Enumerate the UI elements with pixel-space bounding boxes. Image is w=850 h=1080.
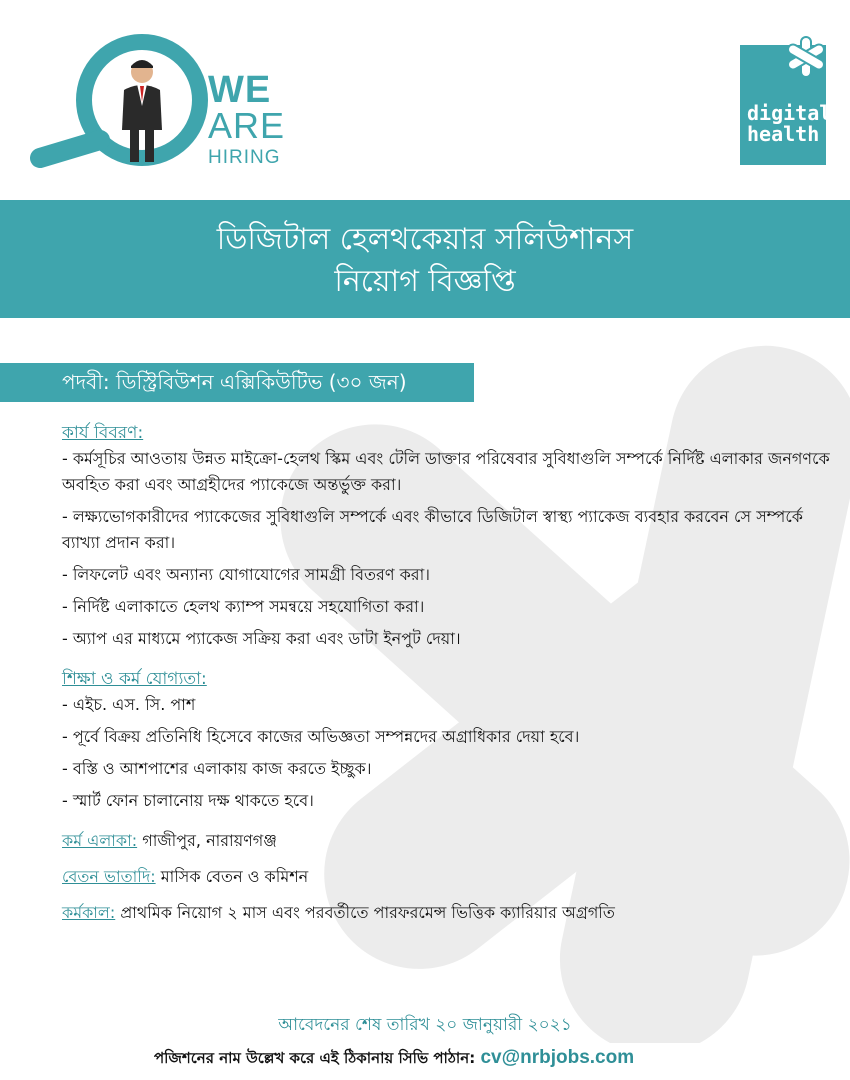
list-item: - অ্যাপ এর মাধ্যমে প্যাকেজ সক্রিয় করা এবং ডাটা ইনপুট দেয়া। — [62, 629, 461, 648]
apply-email-link[interactable]: cv@nrbjobs.com — [480, 1047, 635, 1068]
asterisk-icon — [784, 35, 828, 79]
salary-label: বেতন ভাতাদি: — [62, 867, 156, 886]
digital-health-logo — [740, 45, 832, 165]
work-area-row — [62, 828, 832, 854]
list-item: - নির্দিষ্ট এলাকাতে হেলথ ক্যাম্প সমন্বয়ে সহযোগিতা করা। — [62, 597, 425, 616]
list-item: - লক্ষ্যভোগকারীদের প্যাকেজের সুবিধাগুলি সম্পর্কে এবং কীভাবে ডিজিটাল স্বাস্থ্য প্যাকেজ ব্যবহার করবেন সে সম্পর্কে ব্যাখ্যা প্রদান করা। — [62, 507, 803, 552]
brand-name — [747, 103, 831, 145]
list-item: - পূর্বে বিক্রয় প্রতিনিধি হিসেবে কাজের অভিজ্ঞতা সম্পন্নদের অগ্রাধিকার দেয়া হবে। — [62, 727, 580, 746]
tenure-label: কর্মকাল: — [62, 903, 116, 922]
job-content — [62, 420, 832, 926]
qualifications-section — [62, 666, 832, 814]
job-description-title: কার্য বিবরণ: — [62, 423, 144, 443]
list-item: - কর্মসূচির আওতায় উন্নত মাইক্রো-হেলথ স্কিম এবং টেলি ডাক্তার পরিষেবার সুবিধাগুলি সম্পর্কে নির্দিষ্ট এলাকার জনগণকে অবহিত করা এবং আগ্রহীদের প্যাকেজে অন্তর্ভুক্ত করা। — [62, 449, 830, 494]
list-item: - লিফলেট এবং অন্যান্য যোগাযোগের সামগ্রী বিতরণ করা। — [62, 565, 430, 584]
work-area-value: গাজীপুর, নারায়ণগঞ্জ — [137, 831, 277, 850]
position-bar — [0, 363, 474, 402]
position-label: পদবী: ডিস্ট্রিবিউশন এক্সিকিউটিভ (৩০ জন) — [62, 370, 407, 394]
application-deadline: আবেদনের শেষ তারিখ ২০ জানুয়ারী ২০২১ — [278, 1015, 572, 1035]
tenure-value: প্রাথমিক নিয়োগ ২ মাস এবং পরবর্তীতে পারফরমেন্স ভিত্তিক ক্যারিয়ার অগ্রগতি — [115, 903, 615, 922]
list-item: - স্মার্ট ফোন চালানোয় দক্ষ থাকতে হবে। — [62, 791, 314, 810]
apply-text: পজিশনের নাম উল্লেখ করে এই ঠিকানায় সিভি পাঠান: — [154, 1049, 481, 1067]
salary-value: মাসিক বেতন ও কমিশন — [155, 867, 309, 886]
tenure-row — [62, 900, 832, 926]
title-banner — [0, 200, 850, 318]
brand-line-2: health — [747, 122, 820, 146]
qualifications-title: শিক্ষা ও কর্ম যোগ্যতা: — [62, 669, 207, 689]
list-item: - এইচ. এস. সি. পাশ — [62, 695, 196, 714]
work-area-label: কর্ম এলাকা: — [62, 831, 138, 850]
salary-row — [62, 864, 832, 890]
hiring-wordmark — [208, 69, 286, 172]
hiring-hiring: HIRING — [208, 147, 281, 168]
brand-line-1: digital — [747, 101, 832, 125]
apply-instructions — [148, 1043, 708, 1073]
job-description-section — [62, 420, 832, 652]
notice-title: নিয়োগ বিজ্ঞপ্তি — [334, 264, 516, 299]
hiring-we: WE — [208, 69, 272, 111]
hiring-are: ARE — [208, 105, 286, 146]
list-item: - বস্তি ও আশপাশের এলাকায় কাজ করতে ইচ্ছুক। — [62, 759, 372, 778]
company-title: ডিজিটাল হেলথকেয়ার সলিউশানস — [216, 222, 634, 257]
